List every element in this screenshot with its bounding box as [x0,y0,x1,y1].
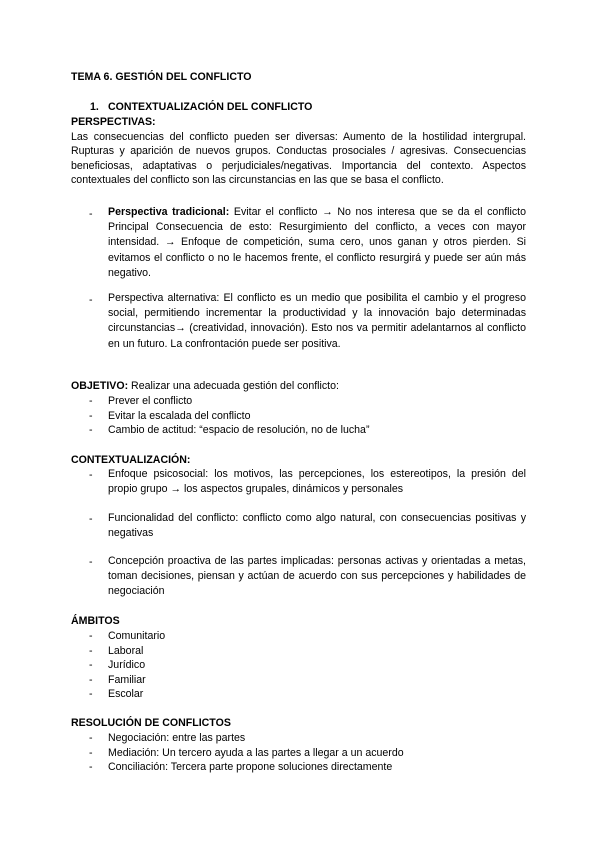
alternative-perspective: Perspectiva alternativa: El conflicto es un medio que posibilita el cambio y el progreso social, permitiendo incrementar la productividad y la innovación bajo determinadas circunstancias→ (creatividad, innovación). Esto nos va permitir adelantarnos al conflicto en un futuro. La confrontación puede ser positiva. [108,292,526,350]
list-item: Comunitario [108,630,166,642]
ambitos-heading: ÁMBITOS [71,615,120,627]
bullet-dash: - [89,659,93,671]
list-item: Familiar [108,674,146,686]
list-item: Concepción proactiva de las partes implicadas: personas activas y orientadas a metas, toman decisiones, piensan y actúan de acuerdo con sus percepciones y habilidades de negociación [108,555,526,598]
bullet-dash: - [89,294,93,306]
traditional-label: Perspectiva tradicional: [108,206,230,218]
list-item: Mediación: Un tercero ayuda a las partes a llegar a un acuerdo [108,747,404,759]
traditional-text: Evitar el conflicto → No nos interesa que se da el conflicto Principal Consecuencia de esto: Resurgimiento del conflicto, a veces con mayor intensidad. → Enfoque de competición, suma cero, unos ganan y otros pierden. Si evitamos el conflicto o no le hacemos frente, el conflicto resurgirá y puede ser aún más negativo. [108,206,526,279]
bullet-dash: - [89,674,93,686]
objetivo-line [71,379,339,393]
bullet-dash: - [89,208,93,220]
objetivo-label: OBJETIVO: [71,380,129,392]
bullet-dash: - [89,761,93,773]
bullet-dash: - [89,424,93,436]
perspectivas-heading: PERSPECTIVAS: [71,116,156,128]
objetivo-text: Realizar una adecuada gestión del conflicto: [128,380,339,392]
bullet-dash: - [89,732,93,744]
list-item: Jurídico [108,659,146,671]
resolucion-heading: RESOLUCIÓN DE CONFLICTOS [71,717,231,729]
section-heading: CONTEXTUALIZACIÓN DEL CONFLICTO [108,101,313,113]
list-item: Cambio de actitud: “espacio de resolución, no de lucha” [108,424,370,436]
bullet-dash: - [89,410,93,422]
list-item: Conciliación: Tercera parte propone soluciones directamente [108,761,393,773]
bullet-dash: - [89,645,93,657]
list-item: Funcionalidad del conflicto: conflicto como algo natural, con consecuencias positivas y negativas [108,512,526,540]
document-title: TEMA 6. GESTIÓN DEL CONFLICTO [71,71,252,83]
bullet-dash: - [89,688,93,700]
section-number: 1. [90,101,99,113]
list-item: Enfoque psicosocial: los motivos, las percepciones, los estereotipos, la presión del propio grupo → los aspectos grupales, dinámicos y personales [108,468,526,496]
list-item: Negociación: entre las partes [108,732,246,744]
bullet-dash: - [89,630,93,642]
bullet-dash: - [89,469,93,481]
contextualizacion-heading: CONTEXTUALIZACIÓN: [71,454,191,466]
list-item: Escolar [108,688,144,700]
bullet-dash: - [89,395,93,407]
perspectivas-intro: Las consecuencias del conflicto pueden ser diversas: Aumento de la hostilidad intergrupal. Rupturas y aparición de nuevos grupos. Conductas prosociales / agresivas. Consecuencias beneficiosas, adaptativas o perjudiciales/negativas. Importancia del contexto. Aspectos contextuales del conflicto son las circunstancias en las que se basa el conflicto. [71,131,526,187]
bullet-dash: - [89,513,93,525]
traditional-perspective [108,205,526,281]
list-item: Laboral [108,645,144,657]
list-item: Evitar la escalada del conflicto [108,410,251,422]
bullet-dash: - [89,747,93,759]
list-item: Prever el conflicto [108,395,193,407]
bullet-dash: - [89,556,93,568]
